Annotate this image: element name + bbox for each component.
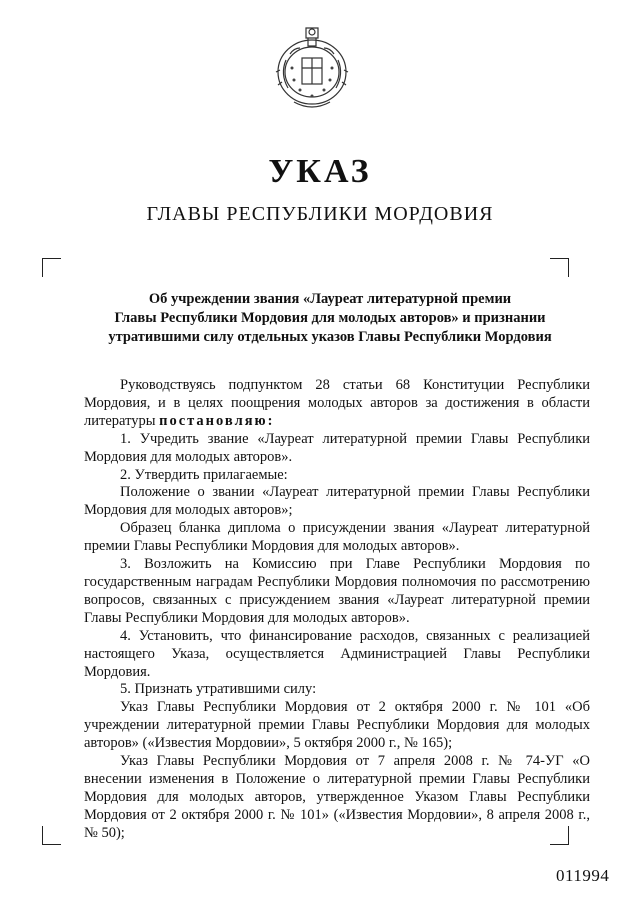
paragraph-diploma-form: Образец бланка диплома о присуждении звания «Лауреат литературной премии Главы Республики Мордовия для молодых авторов». [84, 520, 590, 555]
corner-mark-bottom-left [42, 826, 61, 845]
decree-heading [70, 290, 590, 347]
document-number: 011994 [556, 866, 610, 885]
heading-line: Об учреждении звания «Лауреат литературной премии [148, 291, 512, 307]
paragraph-item-5: 5. Признать утратившими силу: [120, 681, 317, 698]
document-subtitle: ГЛАВЫ РЕСПУБЛИКИ МОРДОВИЯ [146, 203, 494, 225]
coat-of-arms-emblem [270, 20, 354, 112]
paragraph-regulation: Положение о звании «Лауреат литературной премии Главы Республики Мордовия для молодых авторов»; [84, 484, 590, 519]
corner-mark-top-left [42, 258, 61, 277]
paragraph-item-4: 4. Установить, что финансирование расходов, связанных с реализацией настоящего Указа, осуществляется Администрацией Главы Республики Мордовия. [84, 627, 590, 680]
preamble-text: Руководствуясь подпунктом 28 статьи 68 Конституции Республики Мордовия, и в целях поощрения молодых авторов за достижения в области литературы [84, 377, 590, 429]
paragraph-item-3: 3. Возложить на Комиссию при Главе Республики Мордовия по государственным наградам Республики Мордовия полномочия по рассмотрению вопросов, связанных с присуждением звания «Лауреат литературной премии Главы Республики Мордовия для молодых авторов». [84, 556, 590, 626]
paragraph-repealed-decree-1: Указ Главы Республики Мордовия от 2 октября 2000 г. № 101 «Об учреждении литературной премии Главы Республики Мордовия для молодых авторов» («Известия Мордовии», 5 октября 2000 г., № 165); [84, 699, 590, 752]
heading-line: Главы Республики Мордовия для молодых авторов» и признании [114, 310, 546, 326]
decree-word: постановляю: [159, 412, 275, 429]
paragraph-item-2: 2. Утвердить прилагаемые: [120, 466, 288, 483]
decree-body [84, 377, 590, 843]
paragraph-repealed-decree-2: Указ Главы Республики Мордовия от 7 апреля 2008 г. № 74-УГ «О внесении изменения в Положение о литературной премии Главы Республики Мордовия для молодых авторов, утвержденное Указом Главы Республики Мордовия от 2 октября 2000 г. № 101» («Известия Мордовии», 8 апреля 2008 г., № 50); [84, 753, 590, 841]
corner-mark-top-right [550, 258, 569, 277]
heading-line: утратившими силу отдельных указов Главы Республики Мордовия [108, 329, 552, 345]
paragraph-preamble [84, 377, 590, 431]
paragraph-item-1: 1. Учредить звание «Лауреат литературной премии Главы Республики Мордовия для молодых авторов». [84, 430, 590, 465]
document-title: УКАЗ [268, 153, 372, 190]
